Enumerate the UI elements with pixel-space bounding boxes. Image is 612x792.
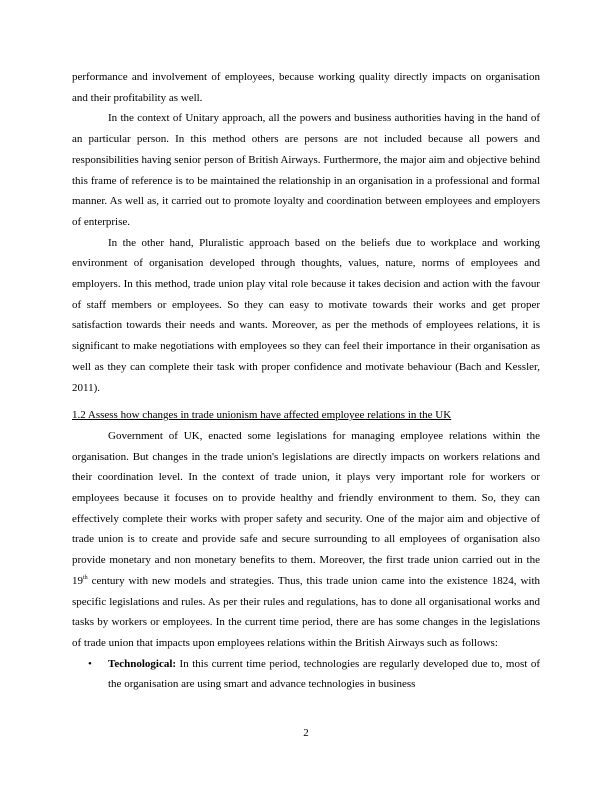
bullet-icon: • — [88, 657, 92, 670]
paragraph-text-part: century with new models and strategies. Thus, this trade union came into the existence 1824, with specific legislations and rules. As per their rules and regulations, has to done all organisational works and tasks by workers or employees. In the current time period, there are has some changes in the legislations of trade union that impacts upon employees relations within the British Airways such as follows: — [72, 574, 540, 649]
body-paragraph: performance and involvement of employees, because working quality directly impacts on organisation and their profitability as well. — [72, 71, 540, 104]
body-paragraph-pluralistic: In the other hand, Pluralistic approach based on the beliefs due to workplace and working environment of organisation developed through thoughts, values, nature, norms of employees and employers. In this method, trade union play vital role because it takes decision and action with the favour of staff members or employees. So they can easy to motivate towards their works and get proper satisfaction towards their needs and wants. Moreover, as per the methods of employees relations, it is significant to make negotiations with employees so they can feel their importance in their organisation as well as they can complete their task with proper confidence and motivate behaviour (Bach and Kessler, 2011). — [72, 236, 540, 394]
page-number: 2 — [303, 727, 309, 739]
bullet-list — [72, 654, 540, 695]
ordinal-superscript: th — [83, 574, 88, 581]
bullet-text: In this current time period, technologies are regularly developed due to, most of the organisation are using smart and advance technologies in business — [108, 657, 540, 691]
bullet-item — [72, 654, 540, 695]
bullet-label: Technological: — [108, 657, 177, 670]
section-heading: 1.2 Assess how changes in trade unionism have affected employee relations in the UK — [72, 409, 452, 422]
body-paragraph-trade-union — [72, 426, 540, 654]
paragraph-text-part: Government of UK, enacted some legislations for managing employee relations within the organisation. But changes in the trade union's legislations are directly impacts on workers relations and their coordination level. In the context of trade union, it plays very important role for workers or employees because it focuses on to provide healthy and friendly environment to them. So, they can effectively complete their works with proper safety and security. One of the major aim and objective of trade union is to create and provide safe and secure surrounding to all employees of organisation also provide monetary and non monetary benefits to them. Moreover, the first trade union carried out in the 19 — [72, 429, 540, 587]
body-paragraph-unitary: In the context of Unitary approach, all the powers and business authorities having in the hand of an particular person. In this method others are persons are not included because all powers and responsibilities having senior person of British Airways. Furthermore, the major aim and objective behind this frame of reference is to be maintained the relationship in an organisation in a professional and formal manner. As well as, it carried out to promote loyalty and coordination between employees and employers of enterprise. — [72, 112, 540, 228]
